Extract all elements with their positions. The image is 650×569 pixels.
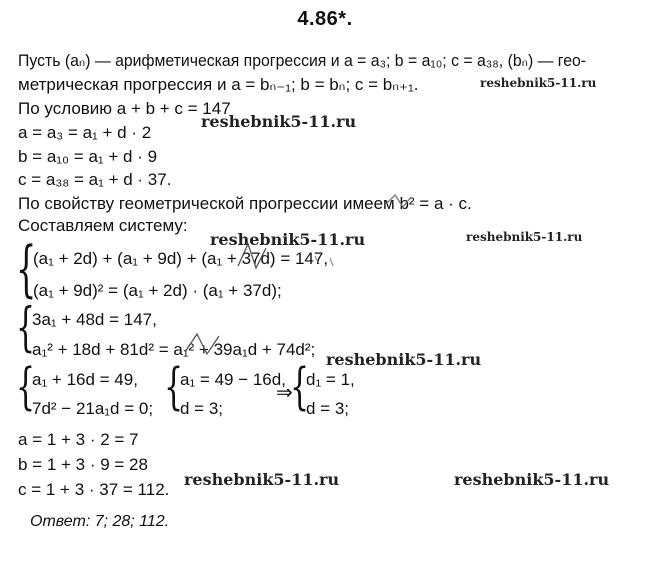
equation-b: b = a₁₀ = a₁ + d · 9 [18, 147, 158, 166]
system2-brace: { [16, 297, 36, 359]
intro-line-1: Пусть (aₙ) — арифметическая прогрессия и a = a₃; b = a₁₀; c = a₃₈, (bₙ) — гео- [18, 51, 587, 70]
condition-heading: По условию a + b + c = 147 [18, 99, 231, 118]
intro-line-2: метрическая прогрессия и a = bₙ₋₁; b = bₙ; c = bₙ₊₁. [18, 75, 419, 94]
system4-row2: d = 3; [180, 399, 224, 418]
problem-number: 4.86*. [297, 8, 353, 30]
watermark: reshebnik5-11.ru [466, 230, 583, 244]
system3-row1: a₁ + 16d = 49, [32, 370, 138, 389]
watermark: reshebnik5-11.ru [184, 470, 340, 489]
system5-row2: d = 3; [306, 399, 350, 418]
system4-row1: a₁ = 49 − 16d, [180, 370, 286, 389]
result-a: a = 1 + 3 · 2 = 7 [18, 430, 139, 449]
equation-c: c = a₃₈ = a₁ + d · 37. [18, 170, 172, 189]
equation-a: a = a₃ = a₁ + d · 2 [18, 123, 152, 142]
watermark: reshebnik5-11.ru [326, 350, 482, 369]
system3-brace: { [16, 359, 36, 417]
implies-arrow: ⇒ [276, 382, 293, 404]
result-b: b = 1 + 3 · 9 = 28 [18, 455, 148, 474]
system3-row2: 7d² − 21a₁d = 0; [32, 399, 154, 418]
system1-brace: { [16, 232, 37, 305]
answer-line: Ответ: 7; 28; 112. [30, 513, 170, 530]
watermark: reshebnik5-11.ru [454, 470, 610, 489]
system-heading: Составляем систему: [18, 216, 188, 235]
system4-brace: { [164, 359, 184, 417]
system1-row1: (a₁ + 2d) + (a₁ + 9d) + (a₁ + 37d) = 147, [33, 249, 329, 268]
watermark: reshebnik5-11.ru [210, 230, 366, 249]
system2-row1: 3a₁ + 48d = 147, [32, 310, 157, 329]
result-c: c = 1 + 3 · 37 = 112. [18, 480, 170, 499]
watermark: reshebnik5-11.ru [480, 76, 597, 90]
system2-row2: a₁² + 18d + 81d² = a₁² + 39a₁d + 74d²; [32, 340, 316, 359]
watermark: reshebnik5-11.ru [201, 112, 357, 131]
system5-row1: d₁ = 1, [306, 370, 355, 389]
system5-brace: { [290, 359, 310, 417]
geometric-property: По свойству геометрической прогрессии имеем b² = a · c. [18, 194, 472, 213]
system1-row2: (a₁ + 9d)² = (a₁ + 2d) · (a₁ + 37d); [33, 281, 282, 300]
